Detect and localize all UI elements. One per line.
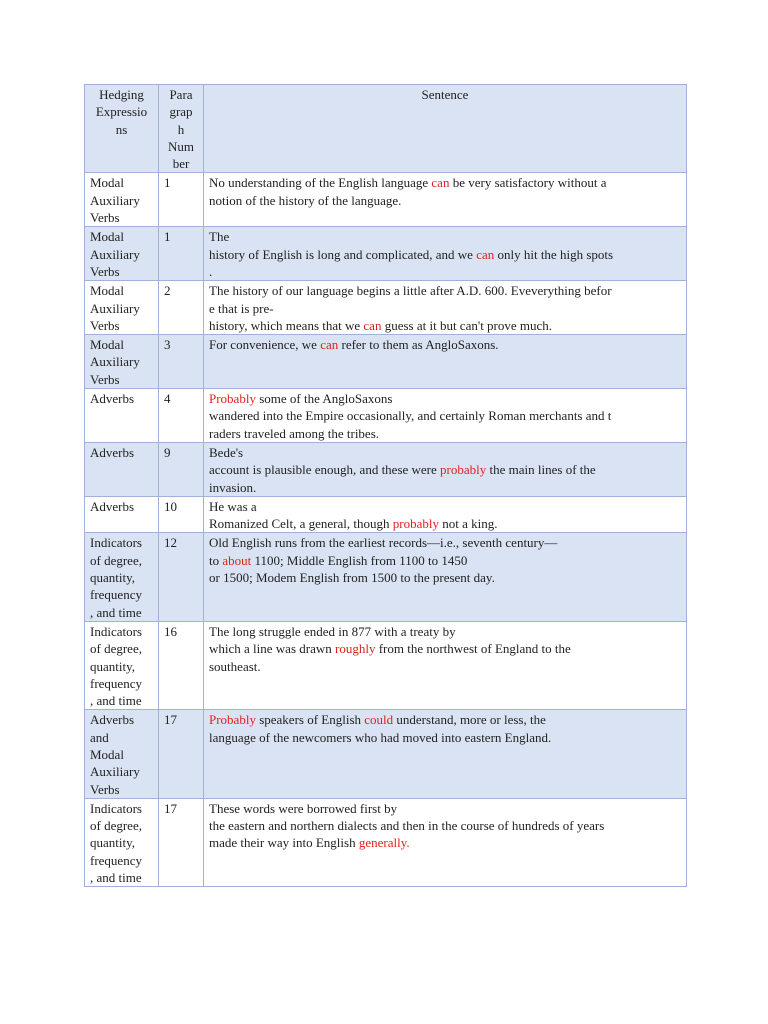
table-row bbox=[85, 533, 687, 621]
sentence-cell bbox=[204, 798, 687, 886]
sentence-text: which a line was drawn bbox=[209, 641, 335, 657]
sentence-line bbox=[209, 228, 681, 245]
hedging-type-text: Auxiliary bbox=[90, 354, 140, 370]
sentence-line bbox=[209, 800, 681, 817]
sentence-text: or 1500; Modem English from 1500 to the present day. bbox=[209, 570, 495, 586]
sentence-text: be very satisfactory without a bbox=[449, 175, 607, 191]
paragraph-number-cell bbox=[159, 621, 204, 709]
sentence-text: language of the newcomers who had moved into eastern England. bbox=[209, 729, 552, 745]
sentence-line bbox=[209, 569, 681, 586]
paragraph-number: 2 bbox=[164, 283, 171, 299]
sentence-text: made their way into English bbox=[209, 835, 359, 851]
hedging-type-text: Adverbs bbox=[90, 498, 135, 514]
paragraph-number-cell bbox=[159, 496, 204, 533]
paragraph-number: 3 bbox=[164, 337, 171, 353]
hedging-type-text: of degree, bbox=[90, 552, 142, 568]
hedging-type-text: Auxiliary bbox=[90, 300, 140, 316]
sentence-text: wandered into the Empire occasionally, and certainly Roman merchants and t bbox=[209, 408, 612, 424]
paragraph-number: 1 bbox=[164, 175, 171, 191]
sentence-cell bbox=[204, 389, 687, 443]
paragraph-number-cell bbox=[159, 227, 204, 281]
sentence-line bbox=[209, 444, 681, 461]
paragraph-number-cell bbox=[159, 710, 204, 798]
hedging-type-text: , and time bbox=[90, 870, 142, 886]
sentence-cell bbox=[204, 173, 687, 227]
paragraph-number-cell bbox=[159, 798, 204, 886]
paragraph-number-cell bbox=[159, 389, 204, 443]
hedging-word: generally. bbox=[358, 835, 410, 851]
table-row bbox=[85, 442, 687, 496]
hedging-type-text: Adverbs bbox=[90, 712, 135, 728]
sentence-text: Romanized Celt, a general, though bbox=[209, 516, 393, 532]
hedging-type-text: frequency bbox=[90, 852, 142, 868]
paragraph-number: 12 bbox=[164, 535, 177, 551]
sentence-text: The bbox=[209, 229, 230, 245]
sentence-cell bbox=[204, 496, 687, 533]
sentence-text: 1100; Middle English from 1100 to 1450 bbox=[251, 552, 468, 568]
paragraph-number: 9 bbox=[164, 444, 171, 460]
hedging-type-cell bbox=[85, 496, 159, 533]
sentence-text: to bbox=[209, 552, 223, 568]
paragraph-number: 10 bbox=[164, 498, 177, 514]
hedging-type-text: Modal bbox=[90, 229, 124, 245]
sentence-text: No understanding of the English language bbox=[209, 175, 432, 191]
sentence-line bbox=[209, 515, 681, 532]
sentence-line bbox=[209, 407, 681, 424]
table-row bbox=[85, 621, 687, 709]
sentence-line bbox=[209, 425, 681, 442]
sentence-line bbox=[209, 834, 681, 851]
paragraph-number: 17 bbox=[164, 800, 177, 816]
sentence-text: some of the AngloSaxons bbox=[255, 391, 393, 407]
sentence-cell bbox=[204, 442, 687, 496]
table-row bbox=[85, 335, 687, 389]
hedging-word: can bbox=[320, 337, 339, 353]
hedging-word: Probably bbox=[209, 391, 256, 407]
hedging-type-cell bbox=[85, 533, 159, 621]
hedging-type-text: Auxiliary bbox=[90, 192, 140, 208]
table-row bbox=[85, 389, 687, 443]
hedging-type-text: Indicators bbox=[90, 800, 142, 816]
sentence-text: invasion. bbox=[209, 479, 257, 495]
hedging-type-cell bbox=[85, 281, 159, 335]
sentence-line bbox=[209, 246, 681, 263]
paragraph-number: 1 bbox=[164, 229, 171, 245]
sentence-cell bbox=[204, 227, 687, 281]
table-row bbox=[85, 710, 687, 798]
sentence-text: notion of the history of the language. bbox=[209, 192, 402, 208]
hedging-type-text: of degree, bbox=[90, 818, 142, 834]
hedging-table bbox=[84, 84, 687, 887]
sentence-text: raders traveled among the tribes. bbox=[209, 425, 380, 441]
sentence-text: from the northwest of England to the bbox=[375, 641, 571, 657]
hedging-type-text: Verbs bbox=[90, 210, 120, 226]
sentence-text: For convenience, we bbox=[209, 337, 321, 353]
sentence-line bbox=[209, 623, 681, 640]
hedging-type-text: Adverbs bbox=[90, 444, 135, 460]
hedging-type-text: Verbs bbox=[90, 317, 120, 333]
table-row bbox=[85, 281, 687, 335]
sentence-text: guess at it but can't prove much. bbox=[381, 317, 553, 333]
sentence-cell bbox=[204, 533, 687, 621]
sentence-text: The history of our language begins a little after A.D. 600. Eveverything befor bbox=[209, 283, 612, 299]
hedging-type-cell bbox=[85, 798, 159, 886]
hedging-type-text: quantity, bbox=[90, 570, 136, 586]
header-paragraph-number: Para grap h Num ber bbox=[159, 85, 204, 173]
hedging-type-cell bbox=[85, 335, 159, 389]
table-row bbox=[85, 173, 687, 227]
sentence-text: history of English is long and complicated, and we bbox=[209, 246, 477, 262]
sentence-line bbox=[209, 461, 681, 478]
sentence-text: southeast. bbox=[209, 658, 261, 674]
hedging-type-cell bbox=[85, 173, 159, 227]
sentence-text: He was a bbox=[209, 498, 257, 514]
hedging-word: can bbox=[363, 317, 382, 333]
hedging-type-text: frequency bbox=[90, 587, 142, 603]
sentence-line bbox=[209, 263, 681, 280]
sentence-line bbox=[209, 174, 681, 191]
hedging-type-text: Modal bbox=[90, 283, 124, 299]
hedging-type-text: Adverbs bbox=[90, 391, 135, 407]
sentence-text: account is plausible enough, and these were bbox=[209, 462, 441, 478]
hedging-word: about bbox=[222, 552, 252, 568]
table-header-row bbox=[85, 85, 687, 173]
hedging-type-cell bbox=[85, 710, 159, 798]
table-row bbox=[85, 227, 687, 281]
hedging-type-text: Modal bbox=[90, 337, 124, 353]
sentence-text: These words were borrowed first by bbox=[209, 800, 398, 816]
paragraph-number: 16 bbox=[164, 623, 177, 639]
sentence-text: the main lines of the bbox=[486, 462, 596, 478]
sentence-text: refer to them as AngloSaxons. bbox=[338, 337, 499, 353]
sentence-text: e that is pre- bbox=[209, 300, 274, 316]
sentence-line bbox=[209, 534, 681, 551]
hedging-word: can bbox=[431, 175, 450, 191]
sentence-text: not a king. bbox=[438, 516, 498, 532]
sentence-line bbox=[209, 192, 681, 209]
sentence-line bbox=[209, 317, 681, 334]
hedging-type-text: Modal bbox=[90, 175, 124, 191]
sentence-line bbox=[209, 552, 681, 569]
hedging-type-text: , and time bbox=[90, 604, 142, 620]
paragraph-number-cell bbox=[159, 442, 204, 496]
hedging-type-cell bbox=[85, 442, 159, 496]
sentence-text: the eastern and northern dialects and then in the course of hundreds of years bbox=[209, 818, 605, 834]
sentence-text: speakers of English bbox=[255, 712, 365, 728]
sentence-line bbox=[209, 640, 681, 657]
paragraph-number: 17 bbox=[164, 712, 177, 728]
sentence-line bbox=[209, 282, 681, 299]
hedging-type-text: Verbs bbox=[90, 263, 120, 279]
paragraph-number-cell bbox=[159, 335, 204, 389]
hedging-word: Probably bbox=[209, 712, 256, 728]
sentence-text: understand, more or less, the bbox=[393, 712, 546, 728]
sentence-text: Old English runs from the earliest records—i.e., seventh century— bbox=[209, 535, 558, 551]
paragraph-number-cell bbox=[159, 533, 204, 621]
hedging-word: probably bbox=[440, 462, 487, 478]
sentence-cell bbox=[204, 335, 687, 389]
hedging-type-text: quantity, bbox=[90, 658, 136, 674]
hedging-word: can bbox=[476, 246, 495, 262]
hedging-type-text: Auxiliary bbox=[90, 764, 140, 780]
sentence-text: history, which means that we bbox=[209, 317, 364, 333]
sentence-text: only hit the high spots bbox=[494, 246, 614, 262]
hedging-type-text: Verbs bbox=[90, 371, 120, 387]
table-row bbox=[85, 496, 687, 533]
sentence-text: . bbox=[209, 263, 213, 279]
hedging-type-text: Auxiliary bbox=[90, 246, 140, 262]
sentence-text: Bede's bbox=[209, 444, 244, 460]
paragraph-number: 4 bbox=[164, 391, 171, 407]
hedging-type-cell bbox=[85, 389, 159, 443]
header-hedging-expressions: Hedging Expressio ns bbox=[85, 85, 159, 173]
sentence-text: The long struggle ended in 877 with a treaty by bbox=[209, 623, 456, 639]
paragraph-number-cell bbox=[159, 173, 204, 227]
hedging-type-text: Modal bbox=[90, 746, 124, 762]
sentence-cell bbox=[204, 621, 687, 709]
sentence-line bbox=[209, 390, 681, 407]
sentence-line bbox=[209, 479, 681, 496]
hedging-type-text: quantity, bbox=[90, 835, 136, 851]
sentence-line bbox=[209, 658, 681, 675]
sentence-line bbox=[209, 498, 681, 515]
paragraph-number-cell bbox=[159, 281, 204, 335]
table-row bbox=[85, 798, 687, 886]
hedging-type-cell bbox=[85, 227, 159, 281]
hedging-type-text: , and time bbox=[90, 693, 142, 709]
hedging-type-text: and bbox=[90, 729, 109, 745]
sentence-line bbox=[209, 817, 681, 834]
hedging-type-cell bbox=[85, 621, 159, 709]
sentence-cell bbox=[204, 710, 687, 798]
sentence-line bbox=[209, 711, 681, 728]
hedging-type-text: Indicators bbox=[90, 623, 142, 639]
hedging-type-text: frequency bbox=[90, 675, 142, 691]
hedging-word: probably bbox=[392, 516, 439, 532]
sentence-line bbox=[209, 300, 681, 317]
hedging-type-text: Indicators bbox=[90, 535, 142, 551]
hedging-type-text: Verbs bbox=[90, 781, 120, 797]
hedging-word: roughly bbox=[335, 641, 376, 657]
hedging-word: could bbox=[364, 712, 394, 728]
sentence-line bbox=[209, 336, 681, 353]
sentence-cell bbox=[204, 281, 687, 335]
sentence-line bbox=[209, 729, 681, 746]
hedging-type-text: of degree, bbox=[90, 641, 142, 657]
header-sentence: Sentence bbox=[204, 85, 687, 173]
